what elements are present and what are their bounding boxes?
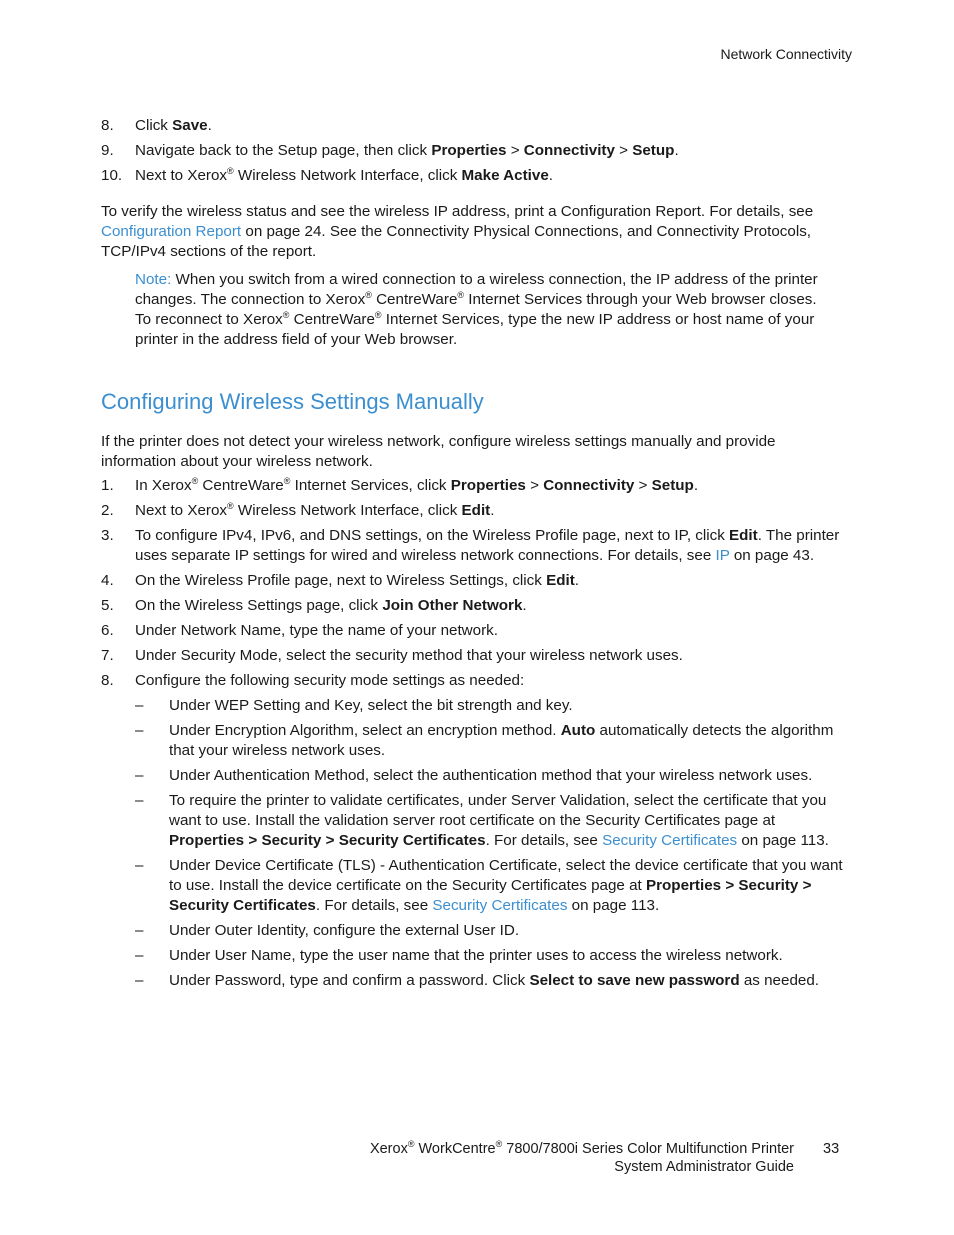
list-item: 2. Next to Xerox® Wireless Network Interface, click Edit. bbox=[101, 501, 495, 519]
list-item: 1. In Xerox® CentreWare® Internet Services, click Properties > Connectivity > Setup. bbox=[101, 476, 699, 494]
page-number: 33 bbox=[823, 1141, 840, 1157]
list-item: 10. Next to Xerox® Wireless Network Interface, click Make Active. bbox=[101, 166, 553, 184]
footer-product-line: Xerox® WorkCentre® 7800/7800i Series Color Multifunction Printer bbox=[369, 1139, 794, 1157]
procedure-step-list bbox=[101, 476, 853, 991]
footer-guide-title: System Administrator Guide bbox=[614, 1159, 794, 1175]
list-item: – Under Authentication Method, select the authentication method that your wireless network uses. bbox=[135, 767, 813, 784]
note-paragraph: Note: When you switch from a wired connection to a wireless connection, the IP address of the printer changes. The connection to Xerox® CentreWare® Internet Services through your Web browser closes. To reconnect to Xerox® CentreWare® Internet Services, type the new IP address or host name of your printer in the address field of your Web browser. bbox=[135, 271, 818, 348]
configuration-report-link[interactable]: Configuration Report bbox=[101, 223, 242, 240]
security-settings-list bbox=[135, 696, 853, 991]
list-item: 6. Under Network Name, type the name of your network. bbox=[101, 622, 498, 639]
footer-product-info bbox=[370, 1140, 794, 1176]
list-item: – Under WEP Setting and Key, select the bit strength and key. bbox=[135, 697, 573, 714]
top-step-list bbox=[101, 116, 853, 186]
list-item: – Under User Name, type the user name that the printer uses to access the wireless network. bbox=[135, 947, 783, 964]
list-item: – Under Device Certificate (TLS) - Authentication Certificate, select the device certificate that you want to use. Install the device certificate on the Security Certificates page at Properties > Security > Security Certificates. For details, see Security Certificates on page 113. bbox=[135, 857, 843, 914]
list-item: – Under Encryption Algorithm, select an encryption method. Auto automatically detects the algorithm that your wireless network uses. bbox=[135, 722, 834, 759]
note-label: Note: bbox=[135, 271, 172, 288]
list-item: 5. On the Wireless Settings page, click Join Other Network. bbox=[101, 597, 527, 614]
list-item: 3. To configure IPv4, IPv6, and DNS settings, on the Wireless Profile page, next to IP, click Edit. The printer uses separate IP settings for wired and wireless network connections. For details, see IP on page 43. bbox=[101, 527, 840, 564]
list-item: – Under Password, type and confirm a password. Click Select to save new password as needed. bbox=[135, 972, 820, 989]
list-item: 4. On the Wireless Profile page, next to Wireless Settings, click Edit. bbox=[101, 572, 579, 589]
intro-paragraph: If the printer does not detect your wireless network, configure wireless settings manually and provide information about your wireless network. bbox=[101, 433, 776, 470]
list-item: – To require the printer to validate certificates, under Server Validation, select the certificate that you want to use. Install the validation server root certificate on the Security Certificates page at Properties > Security > Security Certificates. For details, see Security Certificates on page 113. bbox=[135, 792, 829, 849]
list-item: 9. Navigate back to the Setup page, then click Properties > Connectivity > Setup. bbox=[101, 142, 679, 159]
list-item: 8. Configure the following security mode settings as needed: – Under WEP Setting and Key, select the bit strength and key. – Under Encryption Algorithm, select an encryption method. Auto automatically detects the algorithm that your wireless network uses. – Under Authentication Method, select the authentication method that your wireless network uses. – To require the printer to validate certificates, under Server Validation, select the certificate that you want to use. Install the validation server root certificate on the Security Certificates page at Properties > Security > Security Certificates. For details, see Security Certificates on page 113. – Under Device Certificate (TLS) - Authentication Certificate, select the device certificate that you want to use. Install the device certificate on the Security Certificates page at Properties > Security > Security Certificates. For details, see Security Certificates on page 113. – Under Outer Identity, configure the external User ID. – Under User Name, type the user name that the printer uses to access the wireless network. – Under Password, type and confirm a password. Click Select to save new password as needed. bbox=[101, 671, 853, 991]
list-item: 7. Under Security Mode, select the security method that your wireless network uses. bbox=[101, 647, 683, 664]
list-item: 8. Click Save. bbox=[101, 117, 212, 134]
security-certificates-link[interactable]: Security Certificates bbox=[432, 897, 568, 914]
ip-link[interactable]: IP bbox=[715, 547, 730, 564]
section-heading: Configuring Wireless Settings Manually bbox=[101, 389, 484, 414]
list-item: – Under Outer Identity, configure the external User ID. bbox=[135, 922, 520, 939]
running-header: Network Connectivity bbox=[720, 46, 852, 62]
verify-paragraph: To verify the wireless status and see the wireless IP address, print a Configuration Report. For details, see Configuration Report on page 24. See the Connectivity Physical Connections, and Connectivity Protocols, TCP/IPv4 sections of the report. bbox=[101, 203, 814, 260]
security-certificates-link[interactable]: Security Certificates bbox=[602, 832, 738, 849]
